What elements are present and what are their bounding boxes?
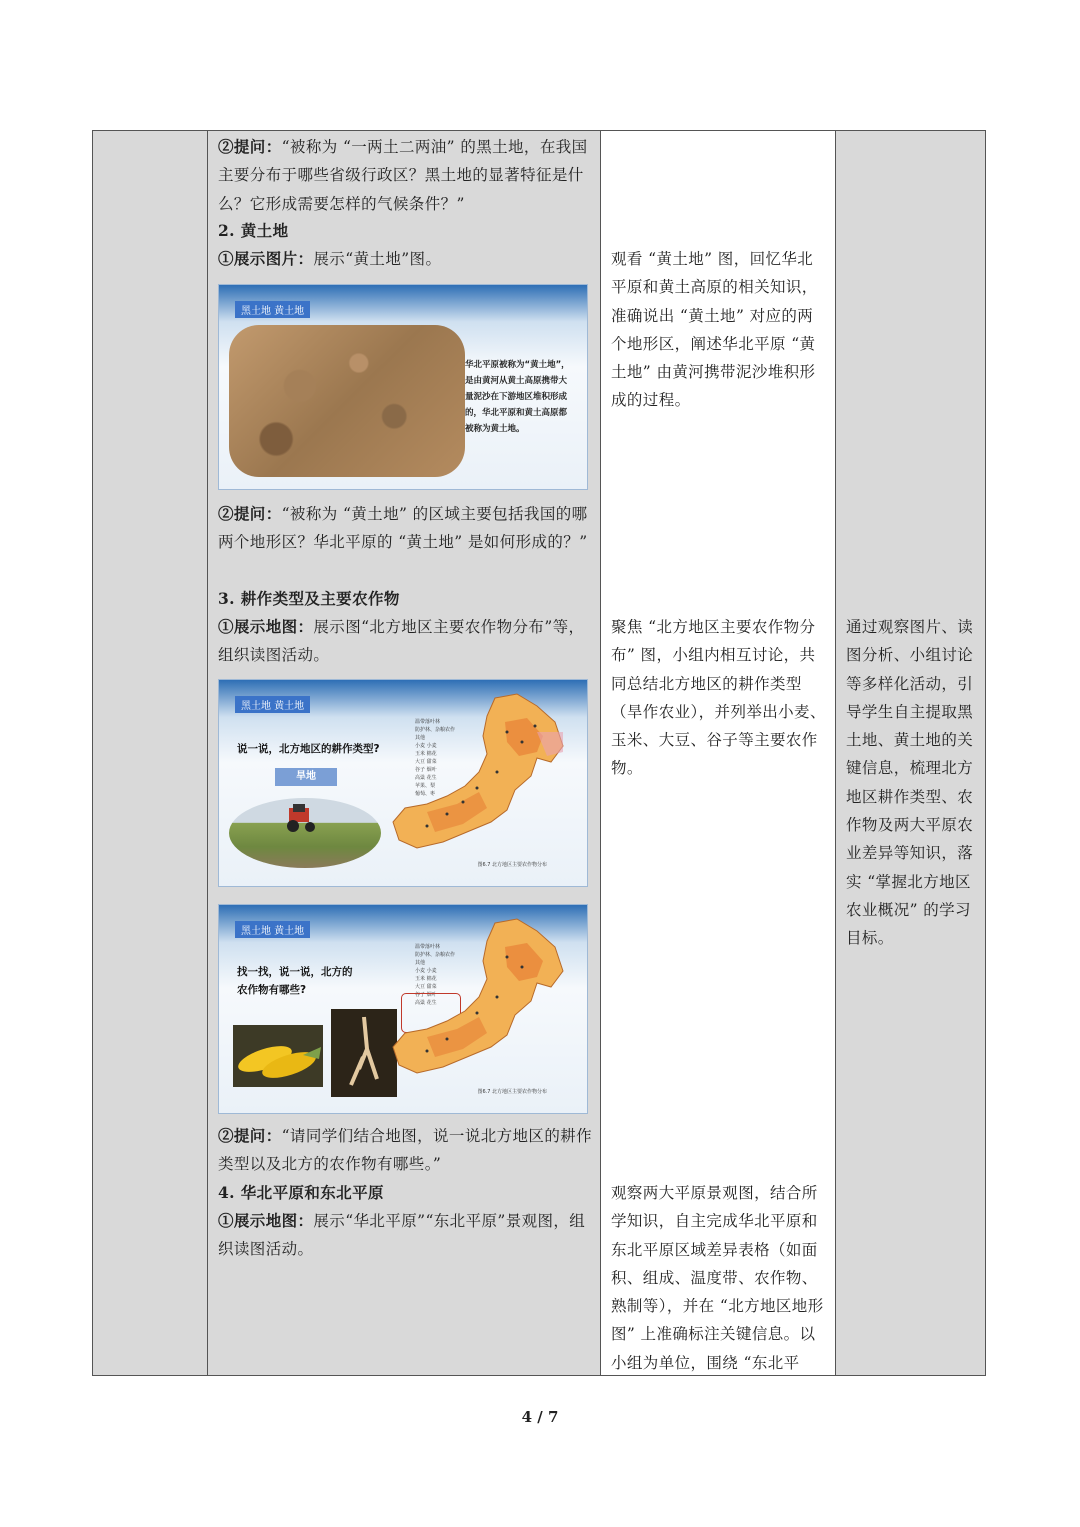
section-heading-crops: 3. 耕作类型及主要农作物 [218, 589, 400, 608]
student-activity-loess: 观看 “黄土地” 图，回忆华北平原和黄土高原的相关知识，准确说出 “黄土地” 对应的两个地形区，阐述华北平原 “黄土地” 由黄河携带泥沙堆积形成的过程。 [611, 250, 818, 410]
map-caption: 图6.7 北方地区主要农作物分布 [477, 862, 547, 868]
map-legend: 温带落叶林 防护林、杂粮农作 其他 小麦 小麦 玉米 棉花 大豆 甜菜 谷子 烟叶 高粱 花生 苹果、梨 葡萄、枣 [415, 719, 456, 797]
student-activity-crops: 聚焦 “北方地区主要农作物分布” 图，小组内相互讨论，共同总结北方地区的耕作类型（旱作农业），并列举出小麦、玉米、大豆、谷子等主要农作物。 [611, 618, 826, 778]
north-china-crop-map [387, 692, 573, 860]
student-activity-plains: 观察两大平原景观图，结合所学知识，自主完成华北平原和东北平原区域差异表格（如面积、组成、温度带、农作物、熟制等），并在 “北方地区地形图” 上准确标注关键信息。以小组为单位，围绕 “东北平 [611, 1184, 824, 1372]
map-caption: 图6.7 北方地区主要农作物分布 [477, 1089, 547, 1095]
page-number: 4 / 7 [521, 1408, 559, 1426]
show-picture-loess: ①展示图片：展示“黄土地”图。 [218, 249, 442, 268]
slide-question: 说一说，北方地区的耕作类型? [237, 743, 380, 755]
teacher-activity-column [208, 131, 601, 1375]
lesson-table [92, 130, 986, 1376]
show-map-plains: ①展示地图：展示“华北平原”“东北平原”景观图，组织读图活动。 [218, 1211, 586, 1259]
slide-loess-image [218, 284, 588, 490]
design-intent-column [836, 131, 985, 1375]
student-activity-column [601, 131, 836, 1375]
question-crops: ②提问：“请同学们结合地图，说一说北方地区的耕作类型以及北方的农作物有哪些。” [218, 1126, 593, 1174]
dryland-label: 旱地 [275, 768, 337, 786]
design-intent-text: 通过观察图片、读图分析、小组讨论等多样化活动，引导学生自主提取黑土地、黄土地的关键信息，梳理北方地区耕作类型、农作物及两大平原农业差异等知识，落实 “掌握北方地区农业概况” 的学习目标。 [846, 618, 974, 948]
corn-icon [233, 1025, 323, 1087]
corn-photo [233, 1025, 323, 1087]
north-china-crop-map [387, 917, 573, 1085]
loess-soil-photo [229, 325, 465, 477]
slide-crops [218, 904, 588, 1114]
slide-tag: 黑土地 黄土地 [235, 696, 310, 713]
section-heading-plains: 4. 华北平原和东北平原 [218, 1183, 384, 1202]
slide-farming-type [218, 679, 588, 887]
slide-tag: 黑土地 黄土地 [235, 301, 310, 318]
map-legend: 温带落叶林 防护林、杂粮农作 其他 小麦 小麦 玉米 棉花 大豆 甜菜 谷子 烟叶 高粱 花生 [415, 944, 456, 1006]
section-heading-loess: 2. 黄土地 [218, 221, 289, 240]
slide-tag: 黑土地 黄土地 [235, 921, 310, 938]
slide-note: 华北平原被称为“黄土地”，是由黄河从黄土高原携带大量泥沙在下游地区堆积形成的，华北平原和黄土高原都被称为黄土地。 [465, 360, 570, 434]
show-map-crops: ①展示地图：展示图“北方地区主要农作物分布”等，组织读图活动。 [218, 617, 585, 665]
table-column-1 [93, 131, 208, 1375]
slide-question: 找一找，说一说，北方的农作物有哪些? [237, 966, 353, 996]
question-loess: ②提问：“被称为 “黄土地” 的区域主要包括我国的哪两个地形区？华北平原的 “黄土地” 是如何形成的？” [218, 504, 588, 552]
question-blacksoil: ②提问：“被称为 “一两土二两油” 的黑土地，在我国主要分布于哪些省级行政区？黑土地的显著特征是什么？它形成需要怎样的气候条件？” [218, 137, 588, 213]
tractor-icon [283, 802, 321, 834]
